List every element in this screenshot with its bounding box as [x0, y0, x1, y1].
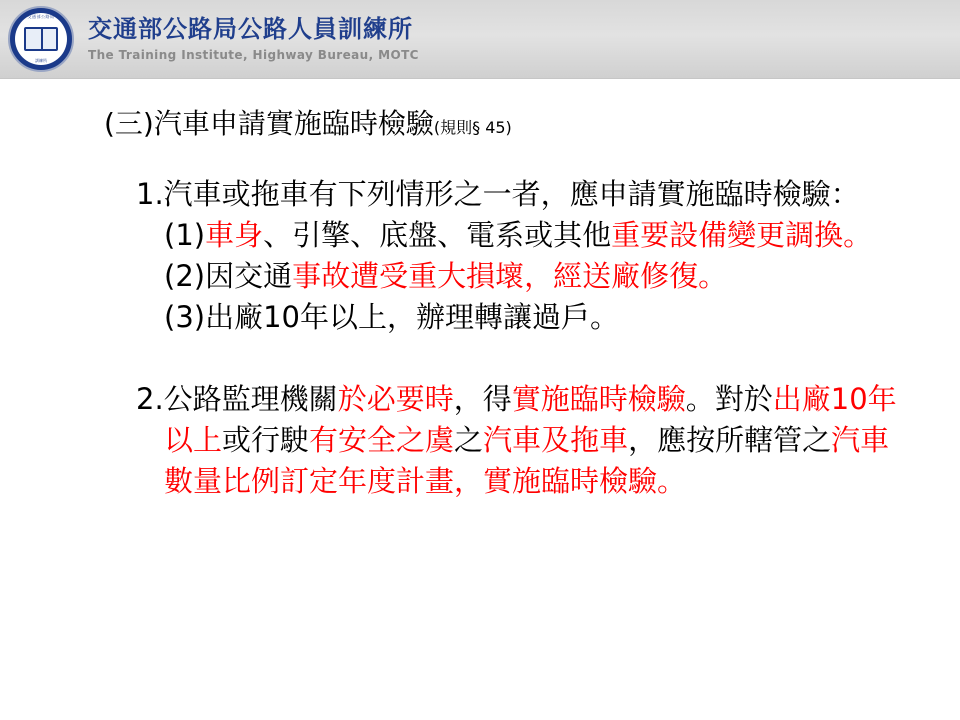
list-item-text-run: 汽車數量比例訂定年度計畫，實施臨時檢驗。 [164, 423, 890, 498]
list-item-text-run: 事故遭受重大損壞，經送廠修復。 [292, 259, 728, 293]
org-name-en: The Training Institute, Highway Bureau, MOTC [88, 48, 419, 62]
list-item-text-run: 有安全之虞 [309, 423, 455, 457]
list-item-text: 汽車或拖車有下列情形之一者，應申請實施臨時檢驗： [163, 177, 860, 211]
slide-header [0, 0, 960, 79]
list-item-text-run: 於必要時 [337, 382, 454, 416]
list-item-text-run: 之 [454, 423, 484, 457]
list-item [136, 174, 906, 215]
page-title-main: (三)汽車申請實施臨時檢驗 [104, 107, 434, 140]
list-item-text-run: 車身 [205, 218, 264, 252]
list-item-text-run: 因交通 [205, 259, 293, 293]
list-item [136, 215, 906, 256]
list-item-number: (2) [164, 259, 206, 293]
header-titles [88, 14, 419, 62]
list-item-text-run: 出廠10年以上 [164, 382, 897, 457]
list-item-text-run: ，應按所轄管之 [628, 423, 832, 457]
list-item-number: (1) [164, 218, 206, 252]
institute-seal-icon [8, 6, 74, 72]
list-item [136, 379, 906, 502]
page-title-citation: (規則§ 45) [433, 118, 512, 137]
list-item-text-run: 重要設備變更調換。 [611, 218, 873, 252]
page-title [104, 106, 512, 146]
list-item-text-run: 汽車及拖車 [483, 423, 629, 457]
list-item-number: 2. [136, 382, 164, 416]
body-content [136, 174, 906, 502]
seal-book-icon [24, 27, 58, 51]
seal-inner-ring [15, 13, 67, 65]
list-item-number: (3) [164, 300, 206, 334]
list-item-text-run: 公路監理機關 [163, 382, 338, 416]
org-name-zh: 交通部公路局公路人員訓練所 [88, 15, 413, 43]
list-item-text-run: 或行駛 [222, 423, 310, 457]
list-item-number: 1. [136, 177, 164, 211]
list-item-text-run: 出廠10年以上，辦理轉讓過戶。 [205, 300, 619, 334]
list-item-text-run: 實施臨時檢驗 [511, 382, 686, 416]
list-item [136, 297, 906, 338]
list-item-text-run: 、引擎、底盤、電系或其他 [263, 218, 612, 252]
slide-content [0, 78, 960, 720]
paragraph-spacer [136, 338, 906, 379]
seal-top-text: 交通部公路局 [27, 14, 55, 19]
list-item [136, 256, 906, 297]
seal-bottom-text: 訓練所 [35, 58, 47, 63]
list-item-text-run: ，得 [453, 382, 512, 416]
list-item-text-run: 。對於 [685, 382, 773, 416]
